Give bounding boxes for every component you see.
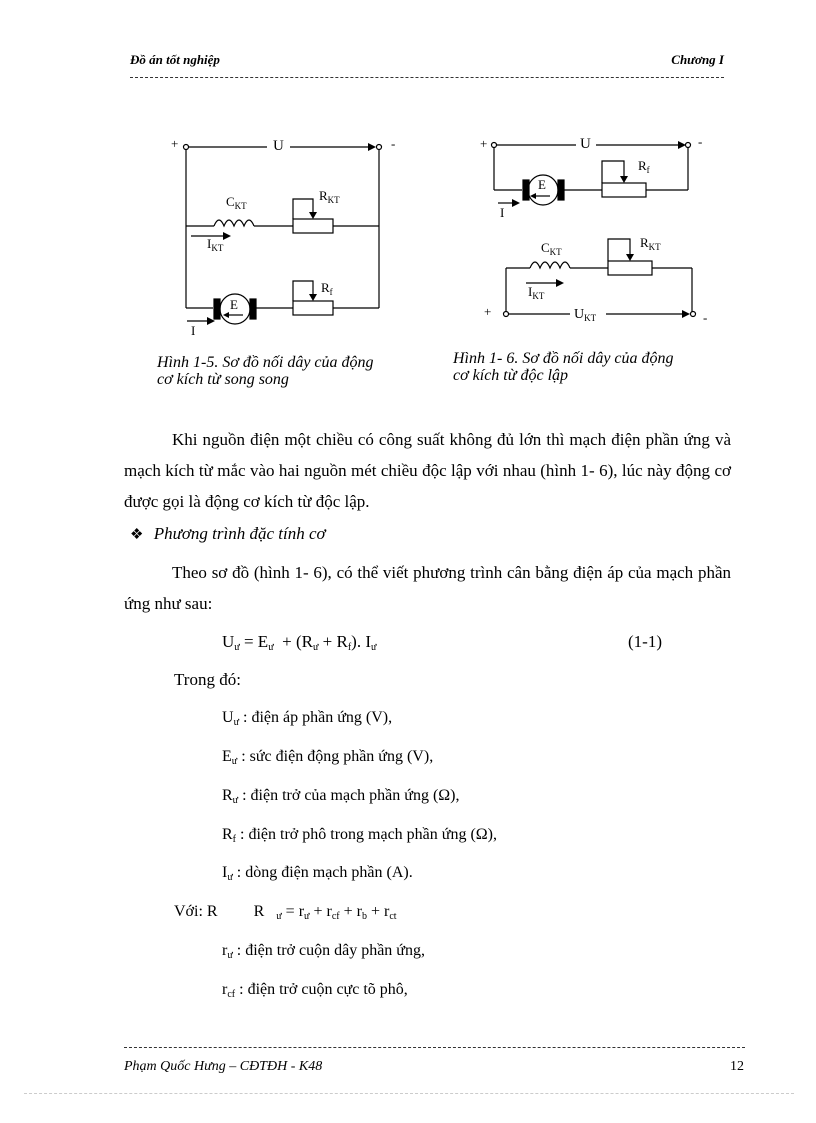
fig2-rkt-resistor [608,261,652,275]
def-text: điện trở cuộn dây phần ứng, [245,942,425,959]
fig1-ikt-label: I [207,236,212,251]
fig2-rf-label: R [638,158,647,173]
fig2-ikt-label: I [528,284,533,299]
fig2-i-label: I [500,205,505,220]
def-e: $E_ư$ : sức điện động phần ứng (V), [222,748,434,767]
fig2-rf-sub: f [646,165,650,175]
fig1-brush-right [250,299,256,319]
fig2-ukt-plus: + [484,304,492,319]
fig2-rf-resistor [602,183,646,197]
svg-text:UKT [574,307,597,323]
fig1-rf-sub: f [329,287,333,297]
fig1-rkt-resistor [293,219,333,233]
def-rcf: $r_{cf}$ : điện trở cuộn cực tõ phô, [222,981,408,1000]
fig1-ikt-sub: KT [211,243,224,253]
equation-number: (1-1) [628,632,662,651]
footer-author: Phạm Quốc Hưng – CĐTĐH - K48 [124,1059,323,1074]
fig1-coil [214,220,254,226]
bullet-heading [130,524,326,544]
fig2-ukt-minus: - [703,310,708,325]
fig2-minus-label: - [698,134,703,149]
svg-text:Rf [321,280,333,297]
caption-line: Hình 1-5. Sơ đồ nối dây của động [157,354,374,371]
where-label: Trong đó: [174,670,241,689]
svg-text:CKT [541,240,562,257]
figure-1-5-caption [157,354,374,388]
fig1-e-label: E [230,297,238,312]
fig2-plus-label: + [480,136,488,151]
fig2-u-label: U [580,136,591,152]
caption-line: cơ kích từ độc lập [453,367,569,384]
bullet-heading-text: Phương trình đặc tính cơ [153,524,326,543]
caption-line: cơ kích từ song song [157,371,289,388]
svg-text:RKT [319,188,340,205]
fig2-rkt-sub: KT [648,242,661,252]
fig1-minus-label: - [391,136,396,151]
paragraph-1: Khi nguồn điện một chiều có công suất không đủ lớn thì mạch điện phần ứng và mạch kích từ mắc vào hai nguồn mét chiều độc lập với nhau (hình 1- 6), lúc này động cơ được gọi là động cơ kích từ độc lập. [124,430,731,511]
header-left: Đồ án tốt nghiệp [130,52,220,67]
fig1-rf-label: R [321,280,330,295]
fig2-rkt-label: R [640,235,649,250]
def-i: $I_ư$ : dòng điện mạch phần (A). [222,864,413,883]
fig2-coil [530,262,570,268]
fig2-ikt-sub: KT [532,291,545,301]
header-right: Chương I [671,52,724,67]
figure-1-6-caption [453,350,674,384]
def-r: $R_ư$ : điện trở của mạch phần ứng (Ω), [222,787,460,806]
fig2-ukt-sub: KT [584,313,597,323]
fig1-ckt-sub: KT [234,201,247,211]
fig1-u-label: U [273,138,284,154]
fig2-ckt-sub: KT [549,247,562,257]
def-text: điện trở của mạch phần ứng (Ω), [250,787,460,804]
page-bottom-divider [24,1093,794,1094]
def-text: dòng điện mạch phần (A). [245,864,413,881]
fig1-brush-left [214,299,220,319]
header-divider [130,77,724,78]
footer-divider [124,1047,745,1048]
fig1-arrow-head [368,143,376,151]
fig1-plus-label: + [171,136,179,151]
def-text: sức điện động phần ứng (V), [249,748,434,765]
svg-text:RKT [640,235,661,252]
fig1-rkt-label: R [319,188,328,203]
svg-text:IKT [528,284,545,301]
fig2-ukt-label: U [574,307,585,322]
def-text: điện trở phô trong mạch phần ứng (Ω), [248,826,497,843]
def-text: điện áp phần ứng (V), [251,709,393,726]
fig1-rf-resistor [293,301,333,315]
diamond-bullet-icon: ❖ [130,527,144,543]
voi-label: Với: R [174,903,218,920]
def-u: $U_ư$ : điện áp phần ứng (V), [222,709,393,728]
equation-1-1: $U_ư = E_ư + (R_ư + R_f)$. $I_ư$ [222,632,377,653]
svg-text:CKT [226,194,247,211]
def-rf: $R_f$ : điện trở phô trong mạch phần ứng (Ω), [222,826,497,845]
def-text: điện trở cuộn cực tõ phô, [247,981,408,998]
fig1-i-label: I [191,323,196,338]
paragraph-2: Theo sơ đồ (hình 1- 6), có thể viết phương trình cân bằng điện áp của mạch phần ứng như sau: [124,563,731,613]
fig2-e-label: E [538,177,546,192]
voi-line: Với: R R $_ư = r_ư + r_{cf} + r_b + r_{ct}$ [174,903,397,922]
def-ru: $r_ư$ : điện trở cuộn dây phần ứng, [222,942,425,961]
svg-text:IKT [207,236,224,253]
caption-line: Hình 1- 6. Sơ đồ nối dây của động [453,350,674,367]
figure-1-5-circuit [165,128,430,340]
svg-text:Rf [638,158,650,175]
fig1-ckt-label: C [226,194,235,209]
fig1-rkt-sub: KT [327,195,340,205]
figure-1-6-circuit [474,128,724,328]
fig2-ckt-label: C [541,240,550,255]
page-number: 12 [730,1059,744,1074]
